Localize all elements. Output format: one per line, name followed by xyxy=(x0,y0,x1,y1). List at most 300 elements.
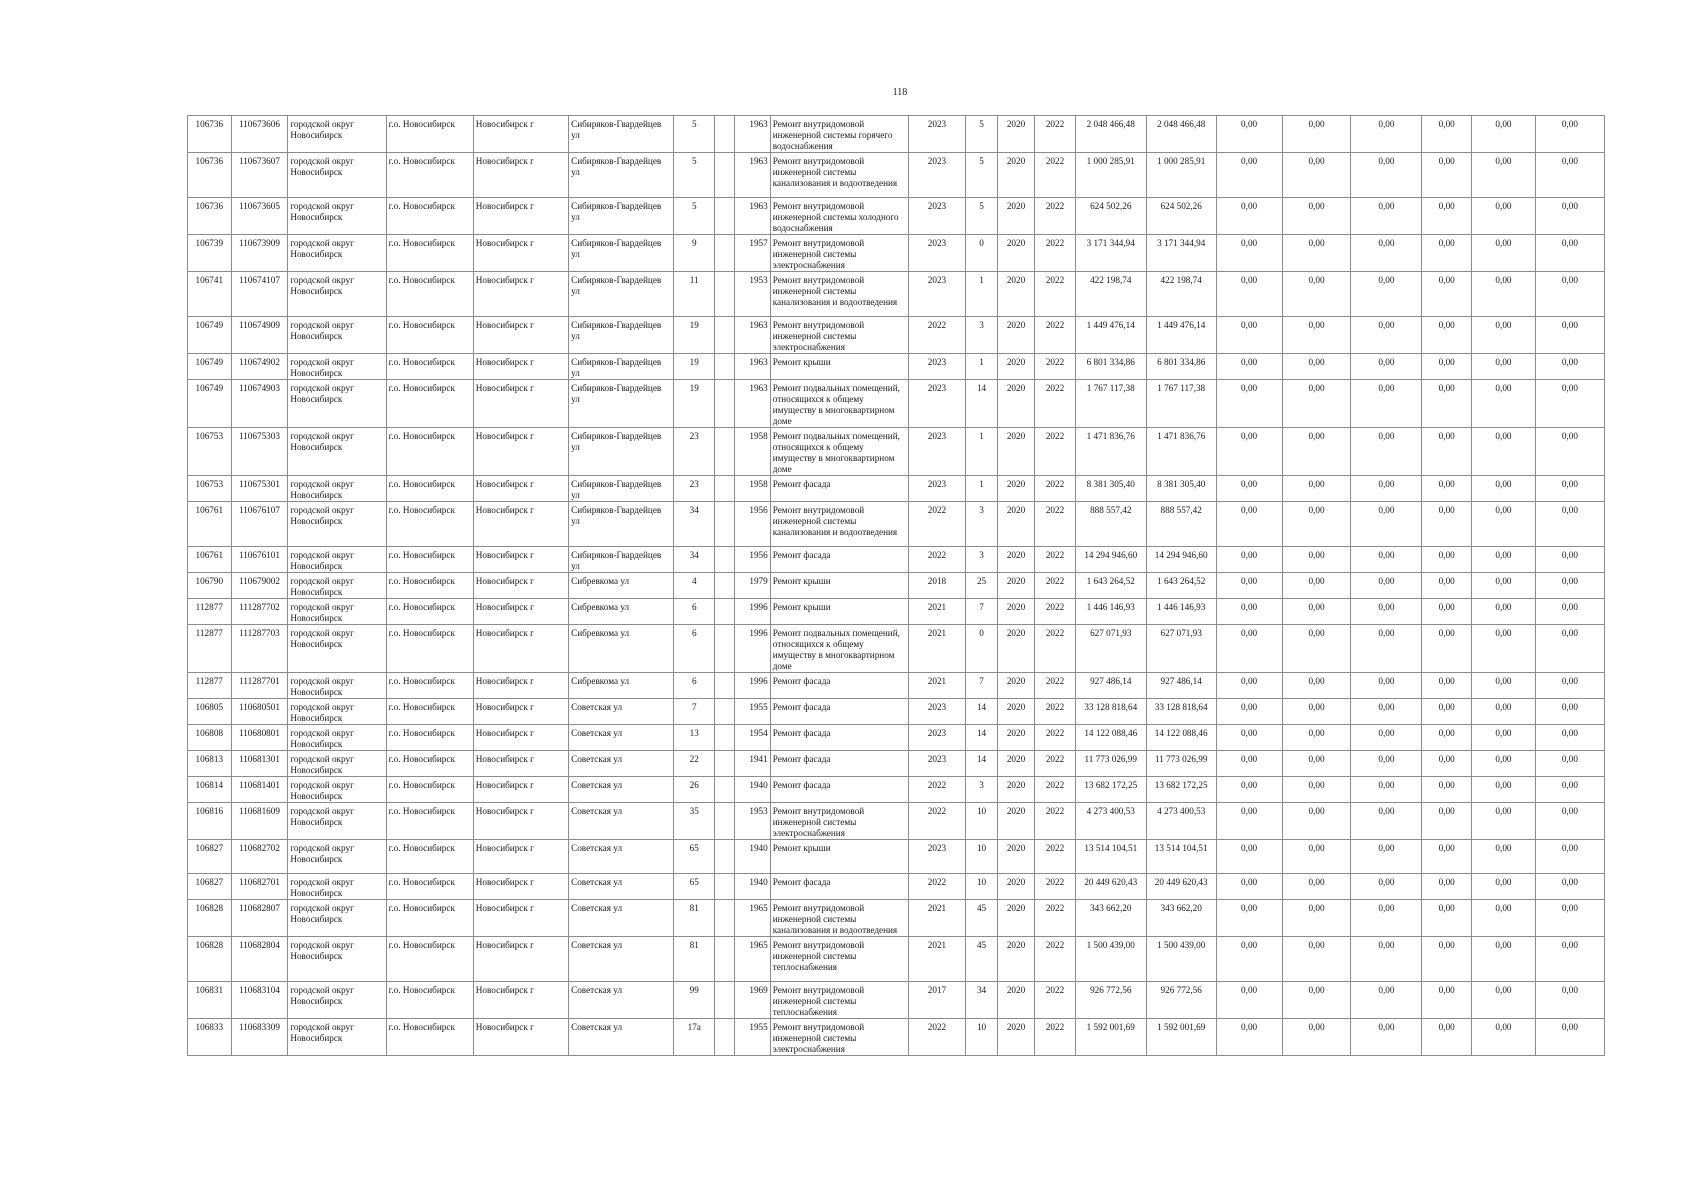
cell-locality: Новосибирск г xyxy=(473,699,568,725)
cell-fund-cost: 20 449 620,43 xyxy=(1146,874,1216,900)
cell-reserve: 0,00 xyxy=(1535,153,1604,198)
cell-street: Сибиряков-Гвардейцев ул xyxy=(569,317,674,354)
cell-plan-year: 2021 xyxy=(908,625,966,673)
cell-municipality: городской округ Новосибирск xyxy=(288,317,386,354)
cell-budget-federal: 0,00 xyxy=(1216,235,1282,272)
table-row xyxy=(188,272,1605,317)
cell-street: Сибиряков-Гвардейцев ул xyxy=(569,380,674,428)
cell-municipality: городской округ Новосибирск xyxy=(288,235,386,272)
cell-reserve: 0,00 xyxy=(1535,840,1604,874)
cell-locality: Новосибирск г xyxy=(473,937,568,982)
cell-other-funds: 0,00 xyxy=(1472,1019,1536,1056)
cell-locality: Новосибирск г xyxy=(473,900,568,937)
cell-budget-local: 0,00 xyxy=(1351,725,1422,751)
cell-work-type: Ремонт внутридомовой инженерной системы горячего водоснабжения xyxy=(770,116,908,153)
cell-budget-local: 0,00 xyxy=(1351,625,1422,673)
cell-fund-cost: 1 592 001,69 xyxy=(1146,1019,1216,1056)
cell-period-start: 2020 xyxy=(997,380,1035,428)
cell-period-end: 2022 xyxy=(1035,937,1076,982)
cell-building xyxy=(715,725,735,751)
cell-build-year: 1963 xyxy=(735,380,770,428)
cell-locality: Новосибирск г xyxy=(473,840,568,874)
cell-other-funds: 0,00 xyxy=(1472,874,1536,900)
cell-district: г.о. Новосибирск xyxy=(386,777,473,803)
cell-budget-local: 0,00 xyxy=(1351,937,1422,982)
cell-district: г.о. Новосибирск xyxy=(386,725,473,751)
cell-street: Советская ул xyxy=(569,803,674,840)
cell-total-cost: 888 557,42 xyxy=(1075,502,1146,547)
cell-municipality: городской округ Новосибирск xyxy=(288,502,386,547)
cell-street: Советская ул xyxy=(569,900,674,937)
cell-budget-regional: 0,00 xyxy=(1282,982,1351,1019)
cell-house-number: 99 xyxy=(674,982,715,1019)
cell-owner-funds: 0,00 xyxy=(1422,840,1472,874)
cell-locality: Новосибирск г xyxy=(473,502,568,547)
cell-build-year: 1963 xyxy=(735,116,770,153)
cell-building xyxy=(715,937,735,982)
cell-work-type: Ремонт подвальных помещений, относящихся к общему имуществу в многоквартирном доме xyxy=(770,625,908,673)
cell-district: г.о. Новосибирск xyxy=(386,1019,473,1056)
cell-owner-funds: 0,00 xyxy=(1422,380,1472,428)
cell-plan-year: 2023 xyxy=(908,235,966,272)
cell-work-type: Ремонт крыши xyxy=(770,354,908,380)
cell-budget-local: 0,00 xyxy=(1351,235,1422,272)
cell-total-cost: 4 273 400,53 xyxy=(1075,803,1146,840)
table-row xyxy=(188,428,1605,476)
cell-house-number: 6 xyxy=(674,673,715,699)
cell-work-id: 110676107 xyxy=(231,502,288,547)
cell-reserve: 0,00 xyxy=(1535,476,1604,502)
cell-work-id: 111287703 xyxy=(231,625,288,673)
cell-district: г.о. Новосибирск xyxy=(386,937,473,982)
cell-other-funds: 0,00 xyxy=(1472,937,1536,982)
cell-budget-federal: 0,00 xyxy=(1216,777,1282,803)
cell-budget-local: 0,00 xyxy=(1351,317,1422,354)
table-row xyxy=(188,725,1605,751)
cell-municipality: городской округ Новосибирск xyxy=(288,547,386,573)
cell-fund-cost: 13 682 172,25 xyxy=(1146,777,1216,803)
cell-house-number: 65 xyxy=(674,840,715,874)
cell-record-id: 106814 xyxy=(188,777,232,803)
cell-building xyxy=(715,673,735,699)
cell-owner-funds: 0,00 xyxy=(1422,803,1472,840)
cell-street: Советская ул xyxy=(569,874,674,900)
cell-budget-local: 0,00 xyxy=(1351,777,1422,803)
cell-period-end: 2022 xyxy=(1035,840,1076,874)
cell-build-year: 1955 xyxy=(735,699,770,725)
cell-other-funds: 0,00 xyxy=(1472,235,1536,272)
cell-build-year: 1955 xyxy=(735,1019,770,1056)
cell-work-type: Ремонт фасада xyxy=(770,547,908,573)
cell-reserve: 0,00 xyxy=(1535,380,1604,428)
cell-period-start: 2020 xyxy=(997,153,1035,198)
cell-other-funds: 0,00 xyxy=(1472,502,1536,547)
cell-period-end: 2022 xyxy=(1035,547,1076,573)
cell-period-start: 2020 xyxy=(997,428,1035,476)
cell-total-cost: 14 294 946,60 xyxy=(1075,547,1146,573)
cell-plan-year: 2023 xyxy=(908,699,966,725)
cell-locality: Новосибирск г xyxy=(473,803,568,840)
cell-reserve: 0,00 xyxy=(1535,900,1604,937)
cell-house-number: 81 xyxy=(674,937,715,982)
cell-reserve: 0,00 xyxy=(1535,751,1604,777)
cell-work-type: Ремонт фасада xyxy=(770,725,908,751)
cell-reserve: 0,00 xyxy=(1535,937,1604,982)
cell-budget-federal: 0,00 xyxy=(1216,599,1282,625)
capital-repair-table xyxy=(187,115,1605,1056)
cell-work-id: 110673909 xyxy=(231,235,288,272)
cell-building xyxy=(715,751,735,777)
table-row xyxy=(188,1019,1605,1056)
cell-record-id: 106736 xyxy=(188,116,232,153)
cell-build-year: 1954 xyxy=(735,725,770,751)
cell-budget-federal: 0,00 xyxy=(1216,840,1282,874)
cell-record-id: 106813 xyxy=(188,751,232,777)
cell-budget-local: 0,00 xyxy=(1351,502,1422,547)
cell-budget-regional: 0,00 xyxy=(1282,1019,1351,1056)
cell-building xyxy=(715,1019,735,1056)
table-row xyxy=(188,502,1605,547)
cell-budget-regional: 0,00 xyxy=(1282,900,1351,937)
cell-period-end: 2022 xyxy=(1035,198,1076,235)
cell-fund-cost: 888 557,42 xyxy=(1146,502,1216,547)
cell-work-type: Ремонт внутридомовой инженерной системы канализования и водоотведения xyxy=(770,153,908,198)
cell-total-cost: 33 128 818,64 xyxy=(1075,699,1146,725)
cell-work-type: Ремонт внутридомовой инженерной системы электроснабжения xyxy=(770,803,908,840)
cell-building xyxy=(715,502,735,547)
cell-period-end: 2022 xyxy=(1035,777,1076,803)
cell-municipality: городской округ Новосибирск xyxy=(288,116,386,153)
cell-fund-cost: 4 273 400,53 xyxy=(1146,803,1216,840)
cell-budget-federal: 0,00 xyxy=(1216,874,1282,900)
table-row xyxy=(188,380,1605,428)
cell-fund-cost: 11 773 026,99 xyxy=(1146,751,1216,777)
cell-owner-funds: 0,00 xyxy=(1422,625,1472,673)
cell-district: г.о. Новосибирск xyxy=(386,428,473,476)
cell-record-id: 112877 xyxy=(188,673,232,699)
cell-district: г.о. Новосибирск xyxy=(386,317,473,354)
cell-other-funds: 0,00 xyxy=(1472,476,1536,502)
cell-street: Советская ул xyxy=(569,751,674,777)
cell-fund-cost: 13 514 104,51 xyxy=(1146,840,1216,874)
cell-municipality: городской округ Новосибирск xyxy=(288,153,386,198)
cell-record-id: 106827 xyxy=(188,840,232,874)
cell-total-cost: 422 198,74 xyxy=(1075,272,1146,317)
cell-fund-cost: 1 449 476,14 xyxy=(1146,317,1216,354)
cell-build-year: 1979 xyxy=(735,573,770,599)
cell-work-type: Ремонт внутридомовой инженерной системы электроснабжения xyxy=(770,1019,908,1056)
cell-build-year: 1963 xyxy=(735,354,770,380)
cell-work-type: Ремонт внутридомовой инженерной системы канализования и водоотведения xyxy=(770,900,908,937)
cell-total-cost: 1 500 439,00 xyxy=(1075,937,1146,982)
cell-total-cost: 13 682 172,25 xyxy=(1075,777,1146,803)
cell-house-number: 6 xyxy=(674,599,715,625)
cell-house-number: 5 xyxy=(674,198,715,235)
cell-budget-federal: 0,00 xyxy=(1216,699,1282,725)
cell-plan-year: 2021 xyxy=(908,599,966,625)
cell-building xyxy=(715,777,735,803)
cell-fund-cost: 1 446 146,93 xyxy=(1146,599,1216,625)
cell-build-year: 1958 xyxy=(735,476,770,502)
cell-house-number: 17а xyxy=(674,1019,715,1056)
cell-budget-regional: 0,00 xyxy=(1282,673,1351,699)
cell-wear-percent: 5 xyxy=(966,198,997,235)
cell-work-id: 111287701 xyxy=(231,673,288,699)
table-row xyxy=(188,599,1605,625)
cell-budget-regional: 0,00 xyxy=(1282,840,1351,874)
cell-locality: Новосибирск г xyxy=(473,198,568,235)
cell-wear-percent: 1 xyxy=(966,476,997,502)
cell-period-end: 2022 xyxy=(1035,751,1076,777)
cell-owner-funds: 0,00 xyxy=(1422,725,1472,751)
cell-district: г.о. Новосибирск xyxy=(386,900,473,937)
cell-work-id: 111287702 xyxy=(231,599,288,625)
cell-work-id: 110674107 xyxy=(231,272,288,317)
cell-district: г.о. Новосибирск xyxy=(386,272,473,317)
cell-plan-year: 2022 xyxy=(908,803,966,840)
cell-budget-local: 0,00 xyxy=(1351,198,1422,235)
cell-reserve: 0,00 xyxy=(1535,116,1604,153)
cell-building xyxy=(715,272,735,317)
cell-building xyxy=(715,317,735,354)
cell-district: г.о. Новосибирск xyxy=(386,751,473,777)
cell-owner-funds: 0,00 xyxy=(1422,900,1472,937)
cell-build-year: 1953 xyxy=(735,272,770,317)
cell-municipality: городской округ Новосибирск xyxy=(288,699,386,725)
cell-building xyxy=(715,803,735,840)
cell-locality: Новосибирск г xyxy=(473,599,568,625)
cell-budget-federal: 0,00 xyxy=(1216,116,1282,153)
cell-budget-federal: 0,00 xyxy=(1216,380,1282,428)
cell-budget-local: 0,00 xyxy=(1351,153,1422,198)
cell-owner-funds: 0,00 xyxy=(1422,354,1472,380)
cell-build-year: 1965 xyxy=(735,900,770,937)
cell-owner-funds: 0,00 xyxy=(1422,198,1472,235)
cell-record-id: 106753 xyxy=(188,476,232,502)
cell-owner-funds: 0,00 xyxy=(1422,982,1472,1019)
cell-reserve: 0,00 xyxy=(1535,428,1604,476)
cell-plan-year: 2023 xyxy=(908,725,966,751)
table-row xyxy=(188,673,1605,699)
cell-municipality: городской округ Новосибирск xyxy=(288,673,386,699)
cell-work-id: 110673605 xyxy=(231,198,288,235)
cell-build-year: 1940 xyxy=(735,840,770,874)
cell-street: Советская ул xyxy=(569,982,674,1019)
cell-house-number: 23 xyxy=(674,476,715,502)
cell-district: г.о. Новосибирск xyxy=(386,380,473,428)
cell-total-cost: 927 486,14 xyxy=(1075,673,1146,699)
cell-record-id: 106816 xyxy=(188,803,232,840)
cell-wear-percent: 3 xyxy=(966,317,997,354)
cell-budget-local: 0,00 xyxy=(1351,900,1422,937)
cell-municipality: городской округ Новосибирск xyxy=(288,573,386,599)
cell-owner-funds: 0,00 xyxy=(1422,573,1472,599)
cell-fund-cost: 1 471 836,76 xyxy=(1146,428,1216,476)
cell-record-id: 106749 xyxy=(188,354,232,380)
cell-record-id: 106736 xyxy=(188,198,232,235)
cell-municipality: городской округ Новосибирск xyxy=(288,599,386,625)
cell-period-start: 2020 xyxy=(997,116,1035,153)
cell-building xyxy=(715,900,735,937)
cell-period-end: 2022 xyxy=(1035,1019,1076,1056)
table-row xyxy=(188,235,1605,272)
cell-house-number: 4 xyxy=(674,573,715,599)
cell-locality: Новосибирск г xyxy=(473,116,568,153)
cell-budget-federal: 0,00 xyxy=(1216,673,1282,699)
cell-other-funds: 0,00 xyxy=(1472,751,1536,777)
cell-street: Сибиряков-Гвардейцев ул xyxy=(569,153,674,198)
cell-plan-year: 2023 xyxy=(908,153,966,198)
cell-district: г.о. Новосибирск xyxy=(386,235,473,272)
cell-street: Сибиряков-Гвардейцев ул xyxy=(569,272,674,317)
cell-street: Сибревкома ул xyxy=(569,625,674,673)
cell-work-type: Ремонт внутридомовой инженерной системы теплоснабжения xyxy=(770,982,908,1019)
cell-total-cost: 1 446 146,93 xyxy=(1075,599,1146,625)
cell-street: Сибиряков-Гвардейцев ул xyxy=(569,235,674,272)
cell-budget-regional: 0,00 xyxy=(1282,547,1351,573)
cell-work-id: 110682701 xyxy=(231,874,288,900)
cell-reserve: 0,00 xyxy=(1535,272,1604,317)
cell-budget-federal: 0,00 xyxy=(1216,1019,1282,1056)
cell-period-start: 2020 xyxy=(997,1019,1035,1056)
cell-budget-federal: 0,00 xyxy=(1216,937,1282,982)
cell-total-cost: 20 449 620,43 xyxy=(1075,874,1146,900)
cell-budget-local: 0,00 xyxy=(1351,699,1422,725)
cell-municipality: городской округ Новосибирск xyxy=(288,874,386,900)
cell-house-number: 7 xyxy=(674,699,715,725)
cell-budget-local: 0,00 xyxy=(1351,116,1422,153)
cell-reserve: 0,00 xyxy=(1535,803,1604,840)
cell-budget-local: 0,00 xyxy=(1351,380,1422,428)
cell-fund-cost: 927 486,14 xyxy=(1146,673,1216,699)
cell-street: Сибревкома ул xyxy=(569,673,674,699)
cell-total-cost: 627 071,93 xyxy=(1075,625,1146,673)
cell-municipality: городской округ Новосибирск xyxy=(288,803,386,840)
cell-wear-percent: 10 xyxy=(966,1019,997,1056)
cell-budget-local: 0,00 xyxy=(1351,354,1422,380)
table-row xyxy=(188,699,1605,725)
cell-reserve: 0,00 xyxy=(1535,573,1604,599)
cell-street: Сибиряков-Гвардейцев ул xyxy=(569,116,674,153)
cell-municipality: городской округ Новосибирск xyxy=(288,777,386,803)
cell-work-id: 110680501 xyxy=(231,699,288,725)
cell-owner-funds: 0,00 xyxy=(1422,547,1472,573)
cell-work-id: 110674902 xyxy=(231,354,288,380)
cell-budget-regional: 0,00 xyxy=(1282,116,1351,153)
cell-reserve: 0,00 xyxy=(1535,725,1604,751)
cell-build-year: 1957 xyxy=(735,235,770,272)
cell-period-start: 2020 xyxy=(997,599,1035,625)
cell-street: Сибиряков-Гвардейцев ул xyxy=(569,428,674,476)
cell-budget-local: 0,00 xyxy=(1351,874,1422,900)
cell-budget-federal: 0,00 xyxy=(1216,900,1282,937)
cell-total-cost: 343 662,20 xyxy=(1075,900,1146,937)
cell-plan-year: 2023 xyxy=(908,840,966,874)
cell-plan-year: 2023 xyxy=(908,751,966,777)
cell-period-start: 2020 xyxy=(997,198,1035,235)
cell-municipality: городской округ Новосибирск xyxy=(288,272,386,317)
cell-record-id: 106739 xyxy=(188,235,232,272)
cell-budget-federal: 0,00 xyxy=(1216,317,1282,354)
cell-budget-federal: 0,00 xyxy=(1216,198,1282,235)
cell-plan-year: 2021 xyxy=(908,900,966,937)
cell-work-id: 110679002 xyxy=(231,573,288,599)
cell-work-id: 110673607 xyxy=(231,153,288,198)
cell-period-start: 2020 xyxy=(997,476,1035,502)
cell-owner-funds: 0,00 xyxy=(1422,428,1472,476)
cell-district: г.о. Новосибирск xyxy=(386,502,473,547)
cell-owner-funds: 0,00 xyxy=(1422,777,1472,803)
cell-locality: Новосибирск г xyxy=(473,476,568,502)
table-row xyxy=(188,625,1605,673)
cell-budget-regional: 0,00 xyxy=(1282,803,1351,840)
cell-building xyxy=(715,354,735,380)
cell-budget-federal: 0,00 xyxy=(1216,982,1282,1019)
cell-work-type: Ремонт крыши xyxy=(770,840,908,874)
cell-reserve: 0,00 xyxy=(1535,673,1604,699)
table-row xyxy=(188,840,1605,874)
cell-locality: Новосибирск г xyxy=(473,428,568,476)
cell-owner-funds: 0,00 xyxy=(1422,272,1472,317)
cell-period-end: 2022 xyxy=(1035,625,1076,673)
cell-building xyxy=(715,874,735,900)
cell-locality: Новосибирск г xyxy=(473,751,568,777)
cell-plan-year: 2023 xyxy=(908,272,966,317)
cell-period-end: 2022 xyxy=(1035,272,1076,317)
cell-other-funds: 0,00 xyxy=(1472,982,1536,1019)
cell-record-id: 106805 xyxy=(188,699,232,725)
cell-house-number: 11 xyxy=(674,272,715,317)
cell-owner-funds: 0,00 xyxy=(1422,235,1472,272)
cell-reserve: 0,00 xyxy=(1535,235,1604,272)
cell-owner-funds: 0,00 xyxy=(1422,116,1472,153)
cell-build-year: 1953 xyxy=(735,803,770,840)
cell-fund-cost: 343 662,20 xyxy=(1146,900,1216,937)
cell-reserve: 0,00 xyxy=(1535,982,1604,1019)
cell-record-id: 106828 xyxy=(188,900,232,937)
cell-district: г.о. Новосибирск xyxy=(386,573,473,599)
cell-municipality: городской округ Новосибирск xyxy=(288,1019,386,1056)
cell-build-year: 1965 xyxy=(735,937,770,982)
cell-total-cost: 1 592 001,69 xyxy=(1075,1019,1146,1056)
cell-period-start: 2020 xyxy=(997,874,1035,900)
cell-street: Советская ул xyxy=(569,777,674,803)
cell-budget-local: 0,00 xyxy=(1351,1019,1422,1056)
page-number: 118 xyxy=(892,87,908,98)
cell-fund-cost: 1 500 439,00 xyxy=(1146,937,1216,982)
cell-total-cost: 11 773 026,99 xyxy=(1075,751,1146,777)
cell-budget-local: 0,00 xyxy=(1351,272,1422,317)
cell-budget-federal: 0,00 xyxy=(1216,272,1282,317)
cell-period-end: 2022 xyxy=(1035,380,1076,428)
cell-locality: Новосибирск г xyxy=(473,272,568,317)
cell-fund-cost: 14 122 088,46 xyxy=(1146,725,1216,751)
cell-plan-year: 2022 xyxy=(908,547,966,573)
cell-work-type: Ремонт внутридомовой инженерной системы канализования и водоотведения xyxy=(770,502,908,547)
cell-record-id: 106827 xyxy=(188,874,232,900)
cell-municipality: городской округ Новосибирск xyxy=(288,840,386,874)
cell-street: Советская ул xyxy=(569,1019,674,1056)
cell-other-funds: 0,00 xyxy=(1472,599,1536,625)
cell-period-start: 2020 xyxy=(997,803,1035,840)
cell-budget-regional: 0,00 xyxy=(1282,625,1351,673)
cell-owner-funds: 0,00 xyxy=(1422,476,1472,502)
cell-plan-year: 2017 xyxy=(908,982,966,1019)
cell-locality: Новосибирск г xyxy=(473,625,568,673)
cell-work-type: Ремонт фасада xyxy=(770,673,908,699)
cell-fund-cost: 14 294 946,60 xyxy=(1146,547,1216,573)
cell-period-start: 2020 xyxy=(997,547,1035,573)
